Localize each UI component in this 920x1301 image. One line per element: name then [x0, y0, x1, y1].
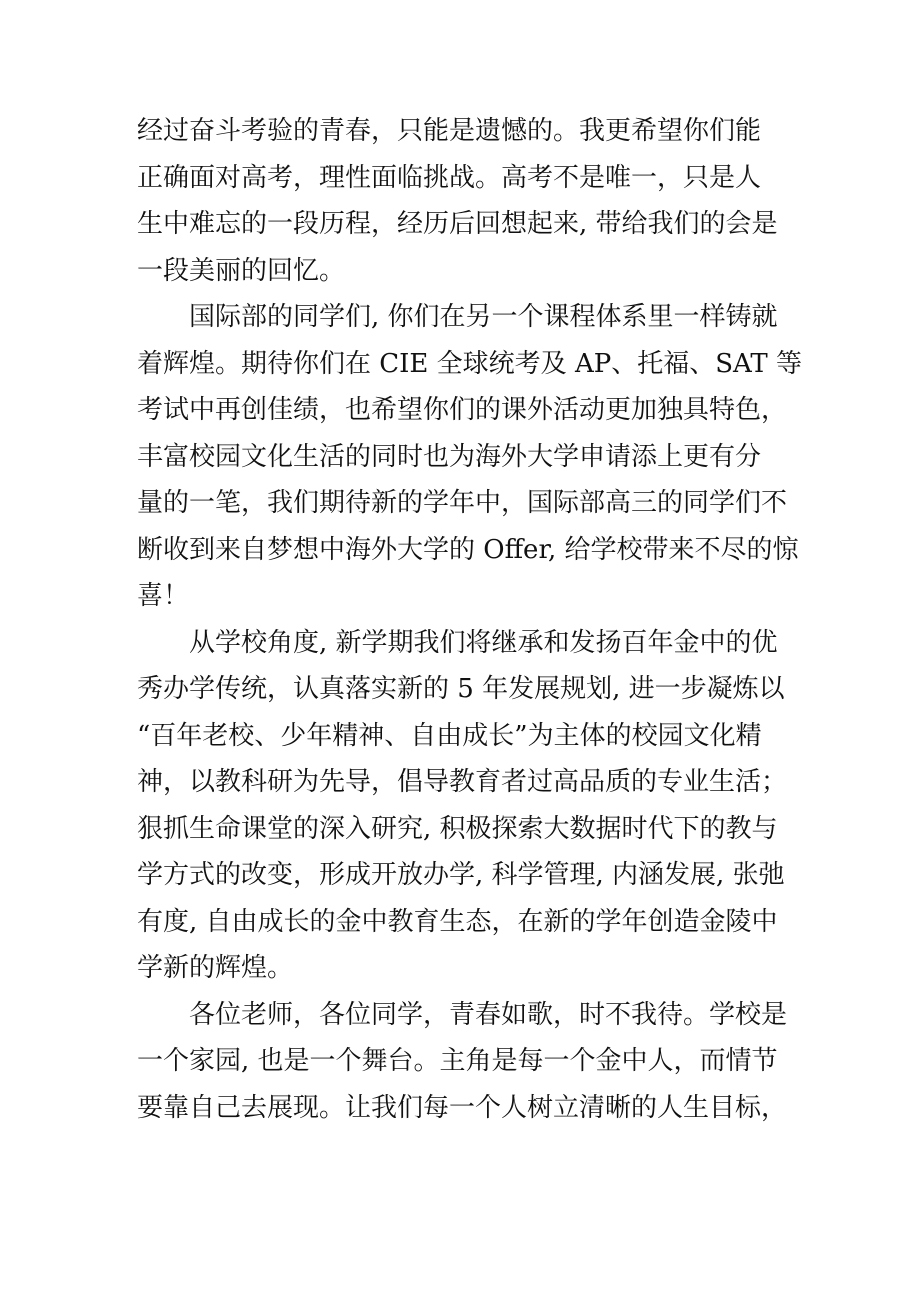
text-line: 一个家园, 也是一个舞台。主角是每一个金中人，而情节	[137, 1046, 778, 1076]
text-line: 秀办学传统，认真落实新的 5 年发展规划, 进一步凝炼以	[137, 674, 785, 704]
text-line: 各位老师，各位同学，青春如歌，时不我待。学校是	[189, 999, 788, 1030]
paragraph-2	[137, 294, 802, 620]
text-line: 丰富校园文化生活的同时也为海外大学申请添上更有分	[137, 441, 762, 472]
text-line: 要靠自己去展现。让我们每一个人树立清晰的人生目标，	[137, 1092, 788, 1123]
text-line: 从学校角度, 新学期我们将继承和发扬百年金中的优	[189, 627, 778, 658]
text-line: 正确面对高考，理性面临挑战。高考不是唯一，只是人	[137, 162, 762, 193]
text-line: 喜！	[137, 581, 190, 611]
text-line: 考试中再创佳绩，也希望你们的课外活动更加独具特色，	[137, 395, 788, 425]
text-line: 有度, 自由成长的金中教育生态，在新的学年创造金陵中	[137, 906, 778, 937]
paragraph-4	[137, 992, 797, 1132]
body-text	[137, 108, 802, 1131]
text-line: 生中难忘的一段历程，经历后回想起来, 带给我们的会是	[137, 209, 778, 239]
text-line: 国际部的同学们, 你们在另一个课程体系里一样铸就	[189, 302, 778, 332]
paragraph-3	[137, 620, 797, 992]
text-line: 学新的辉煌。	[137, 953, 294, 983]
text-line: 着辉煌。期待你们在 CIE 全球统考及 AP、托福、SAT 等	[137, 348, 802, 379]
text-line: 狠抓生命课堂的深入研究, 积极探索大数据时代下的教与	[137, 813, 778, 844]
text-line: 一段美丽的回忆。	[137, 255, 346, 286]
text-line: 断收到来自梦想中海外大学的 Offer, 给学校带来不尽的惊	[137, 534, 799, 565]
text-line: 神，以教科研为先导，倡导教育者过高品质的专业生活；	[137, 767, 788, 797]
text-line: “百年老校、少年精神、自由成长”为主体的校园文化精	[137, 720, 762, 751]
text-line: 量的一笔，我们期待新的学年中，国际部高三的同学们不	[137, 488, 788, 518]
text-line: 经过奋斗考验的青春，只能是遗憾的。我更希望你们能	[137, 116, 762, 146]
paragraph-1	[137, 108, 797, 294]
text-line: 学方式的改变，形成开放办学, 科学管理, 内涵发展, 张弛	[137, 860, 785, 890]
